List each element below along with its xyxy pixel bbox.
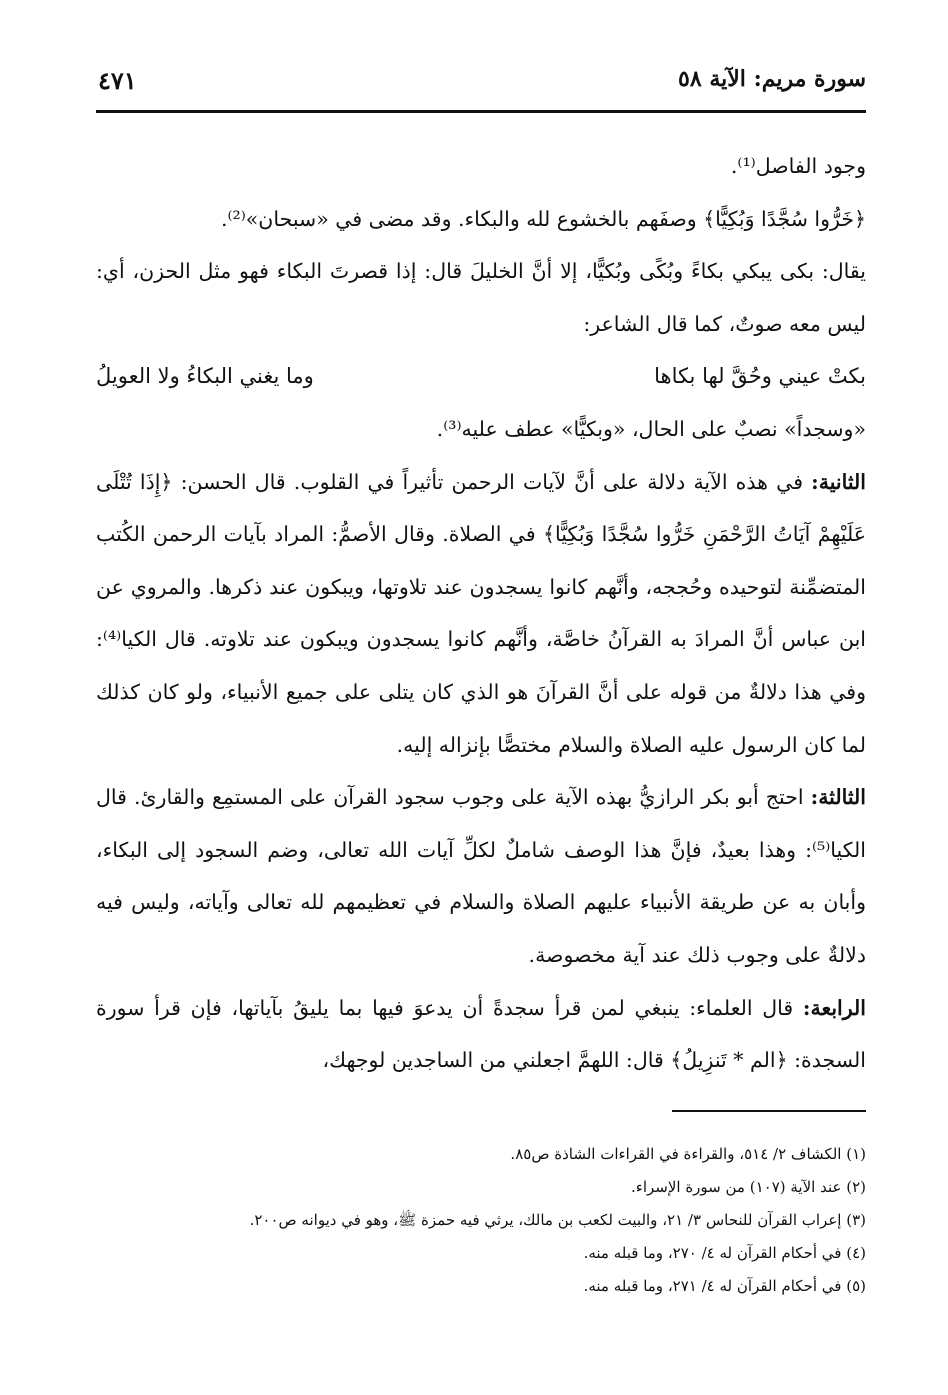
footnote-2: (٢) عند الآية (١٠٧) من سورة الإسراء. <box>631 1178 866 1196</box>
verse-first-hemistich: بكتْ عيني وحُقَّ لها بكاها <box>654 364 866 389</box>
paragraph-third-text: احتج أبو بكر الرازيُّ بهذه الآية على وجوب سجود القرآن على المستمِع والقارئ. قال الكيا⁽⁵⁾: وهذا بعيدٌ، فإنَّ هذا الوصف شاملٌ لكلِّ آيات الله تعالى، وضم السجود إلى البكاء، وأبان به عن طريقة الأنبياء عليهم الصلاة والسلام في تعظيمهم لله تعالى وآياته، وليس فيه دلالةٌ على وجوب ذلك عند آية مخصوصة. <box>96 785 866 967</box>
paragraph-fourth-text: قال العلماء: ينبغي لمن قرأ سجدةً أن يدعوَ فيها بما يليقُ بآياتها، فإن قرأ سورة السجدة: ﴿الم * تَنزِيلُ﴾ قال: اللهمَّ اجعلني من الساجدين لوجهك، <box>96 995 866 1073</box>
section-heading-second: الثانية: <box>811 469 866 494</box>
page-header <box>96 58 866 106</box>
paragraph-3: يقال: بكى يبكي بكاءً وبُكًى وبُكيًّا، إلا أنَّ الخليلَ قال: إذا قصرتَ البكاء فهو مثل الحزن، أي: ليس معه صوتٌ، كما قال الشاعر: <box>96 259 866 336</box>
paragraph-2: ﴿خَرُّوا سُجَّدًا وَبُكِيًّا﴾ وصفَهم بالخشوع لله والبكاء. وقد مضى في «سبحان»⁽²⁾. <box>220 206 866 231</box>
main-text <box>96 140 866 1087</box>
paragraph-third-point <box>96 771 866 981</box>
footnote-3: (٣) إعراب القرآن للنحاس ٣/ ٢١، والبيت لكعب بن مالك، يرثي فيه حمزة ﷺ، وهو في ديوانه ص٢٠٠. <box>249 1211 866 1229</box>
footnote-5: (٥) في أحكام القرآن له ٤/ ٢٧١، وما قبله منه. <box>583 1277 866 1295</box>
paragraph-fourth-point <box>96 982 866 1087</box>
footnote-1: (١) الكشاف ٢/ ٥١٤، والقراءة في القراءات الشاذة ص٨٥. <box>510 1145 866 1163</box>
surah-title: سورة مريم: الآية ٥٨ <box>678 66 866 92</box>
paragraph-second-point <box>96 456 866 772</box>
header-divider <box>96 110 866 113</box>
paragraph-1: وجود الفاصل⁽¹⁾. <box>730 154 866 178</box>
footnote-divider <box>672 1110 866 1112</box>
paragraph-4: «وسجداً» نصبٌ على الحال، «وبكيًّا» عطف عليه⁽³⁾. <box>436 416 866 441</box>
verse-second-hemistich: وما يغني البكاءُ ولا العويلُ <box>96 364 314 389</box>
section-heading-fourth: الرابعة: <box>802 995 866 1020</box>
footnote-4: (٤) في أحكام القرآن له ٤/ ٢٧٠، وما قبله منه. <box>583 1244 866 1262</box>
poetry-verse <box>96 350 866 403</box>
page-number: ٤٧١ <box>98 66 137 95</box>
section-heading-third: الثالثة: <box>810 785 866 810</box>
footnotes <box>76 1138 866 1303</box>
paragraph-second-text: في هذه الآية دلالة على أنَّ لآيات الرحمن تأثيراً في القلوب. قال الحسن: ﴿إِذَا تُتْلَى عَلَيْهِمْ آيَاتُ الرَّحْمَنِ خَرُّوا سُجَّدًا وَبُكِيًّا﴾ في الصلاة. وقال الأصمُّ: المراد بآيات الرحمن الكُتب المتضمِّنة لتوحيده وحُججه، وأنَّهم كانوا يسجدون عند تلاوتها، ويبكون عند ذكرها. والمروي عن ابن عباس أنَّ المرادَ به القرآنُ خاصَّة، وأنَّهم كانوا يسجدون ويبكون عند تلاوته. قال الكيا⁽⁴⁾: وفي هذا دلالةٌ من قوله على أنَّ القرآنَ هو الذي كان يتلى على جميع الأنبياء، ولو كان كذلك لما كان الرسول عليه الصلاة والسلام مختصًّا بإنزاله إليه. <box>96 469 866 757</box>
